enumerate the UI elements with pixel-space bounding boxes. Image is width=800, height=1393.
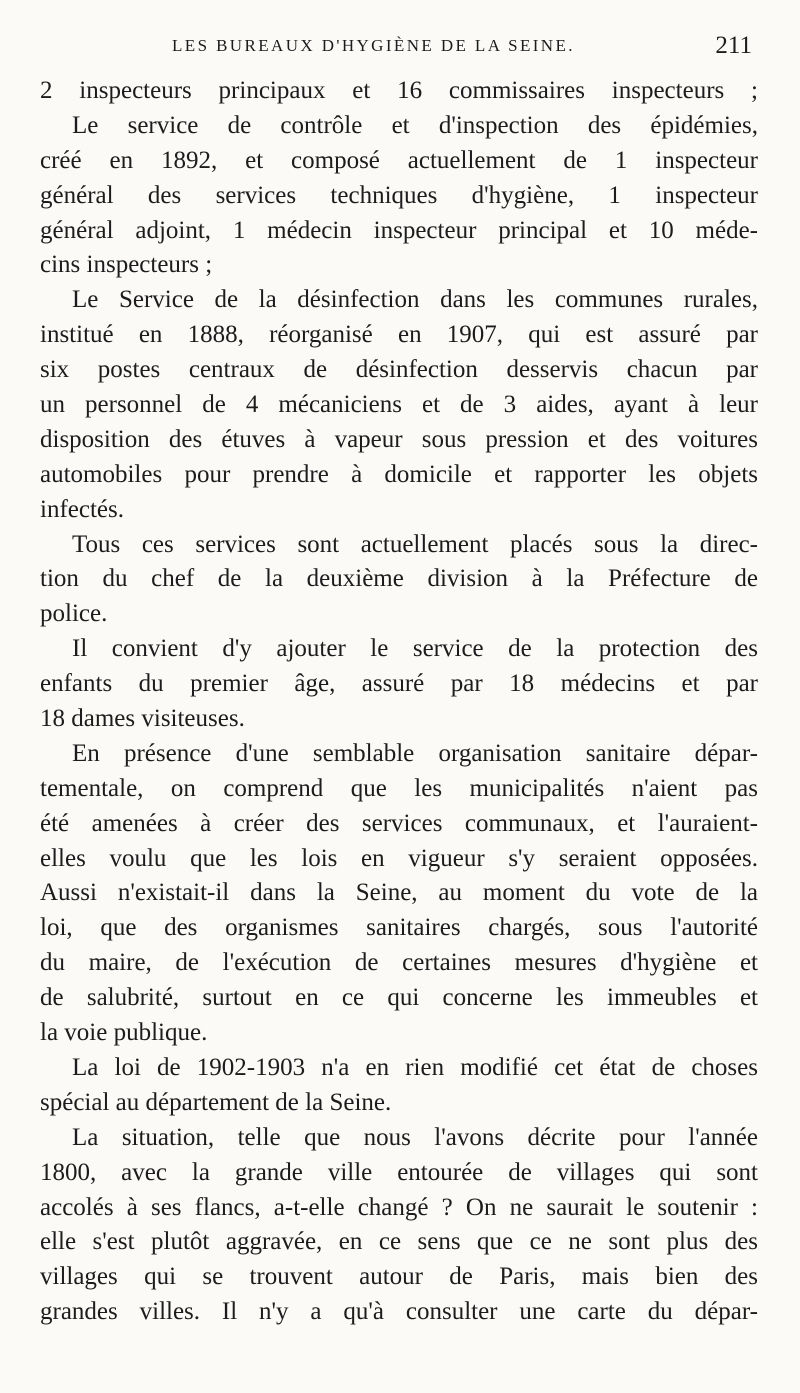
text-line: 1800, avec la grande ville entourée de villages qui sont (40, 1158, 758, 1186)
text-line: La loi de 1902-1903 n'a en rien modifié cet état de choses (72, 1053, 758, 1081)
page-number: 211 (715, 32, 752, 59)
text-line: six postes centraux de désinfection desservis chacun par (40, 356, 758, 384)
text-line: enfants du premier âge, assuré par 18 médecins et par (40, 670, 758, 698)
body-text (40, 74, 758, 1330)
text-line: villages qui se trouvent autour de Paris, mais bien des (40, 1263, 758, 1291)
text-line: tementale, on comprend que les municipalités n'aient pas (40, 774, 758, 802)
text-line: Il convient d'y ajouter le service de la protection des (72, 635, 758, 663)
running-title: LES BUREAUX D'HYGIÈNE DE LA SEINE. (172, 36, 575, 55)
text-line: disposition des étuves à vapeur sous pression et des voitures (40, 425, 758, 453)
text-line: elle s'est plutôt aggravée, en ce sens que ce ne sont plus des (40, 1228, 758, 1256)
text-line: tion du chef de la deuxième division à la Préfecture de (40, 565, 758, 593)
text-line: spécial au département de la Seine. (40, 1088, 392, 1116)
text-line: Le service de contrôle et d'inspection des épidémies, (72, 111, 758, 139)
text-line: Le Service de la désinfection dans les communes rurales, (72, 286, 758, 314)
text-line: loi, que des organismes sanitaires chargés, sous l'autorité (40, 914, 758, 942)
text-line: été amenées à créer des services communaux, et l'auraient- (40, 809, 758, 837)
text-line: un personnel de 4 mécaniciens et de 3 aides, ayant à leur (40, 391, 758, 419)
text-line: Aussi n'existait-il dans la Seine, au moment du vote de la (40, 879, 758, 907)
text-line: de salubrité, surtout en ce qui concerne les immeubles et (40, 984, 758, 1012)
text-line: Tous ces services sont actuellement placés sous la direc- (72, 530, 758, 558)
text-line: créé en 1892, et composé actuellement de 1 inspecteur (40, 146, 758, 174)
text-line: elles voulu que les lois en vigueur s'y seraient opposées. (40, 844, 758, 872)
text-line: 2 inspecteurs principaux et 16 commissaires inspecteurs ; (40, 77, 758, 104)
text-line: En présence d'une semblable organisation sanitaire dépar- (72, 739, 758, 767)
text-line: accolés à ses flancs, a-t-elle changé ? On ne saurait le soutenir : (40, 1193, 758, 1221)
text-line: général des services techniques d'hygiène, 1 inspecteur (40, 181, 758, 209)
text-line: cins inspecteurs ; (40, 251, 213, 279)
text-line: grandes villes. Il n'y a qu'à consulter une carte du dépar- (40, 1298, 758, 1326)
text-line: La situation, telle que nous l'avons décrite pour l'année (72, 1123, 758, 1151)
text-line: du maire, de l'exécution de certaines mesures d'hygiène et (40, 949, 758, 977)
text-line: général adjoint, 1 médecin inspecteur principal et 10 méde- (40, 216, 758, 244)
text-line: 18 dames visiteuses. (40, 705, 245, 733)
text-line: automobiles pour prendre à domicile et rapporter les objets (40, 460, 758, 488)
text-line: institué en 1888, réorganisé en 1907, qui est assuré par (40, 321, 758, 349)
running-head (40, 34, 760, 64)
text-line: infectés. (40, 495, 124, 523)
text-line: la voie publique. (40, 1019, 208, 1047)
text-line: police. (40, 600, 108, 628)
